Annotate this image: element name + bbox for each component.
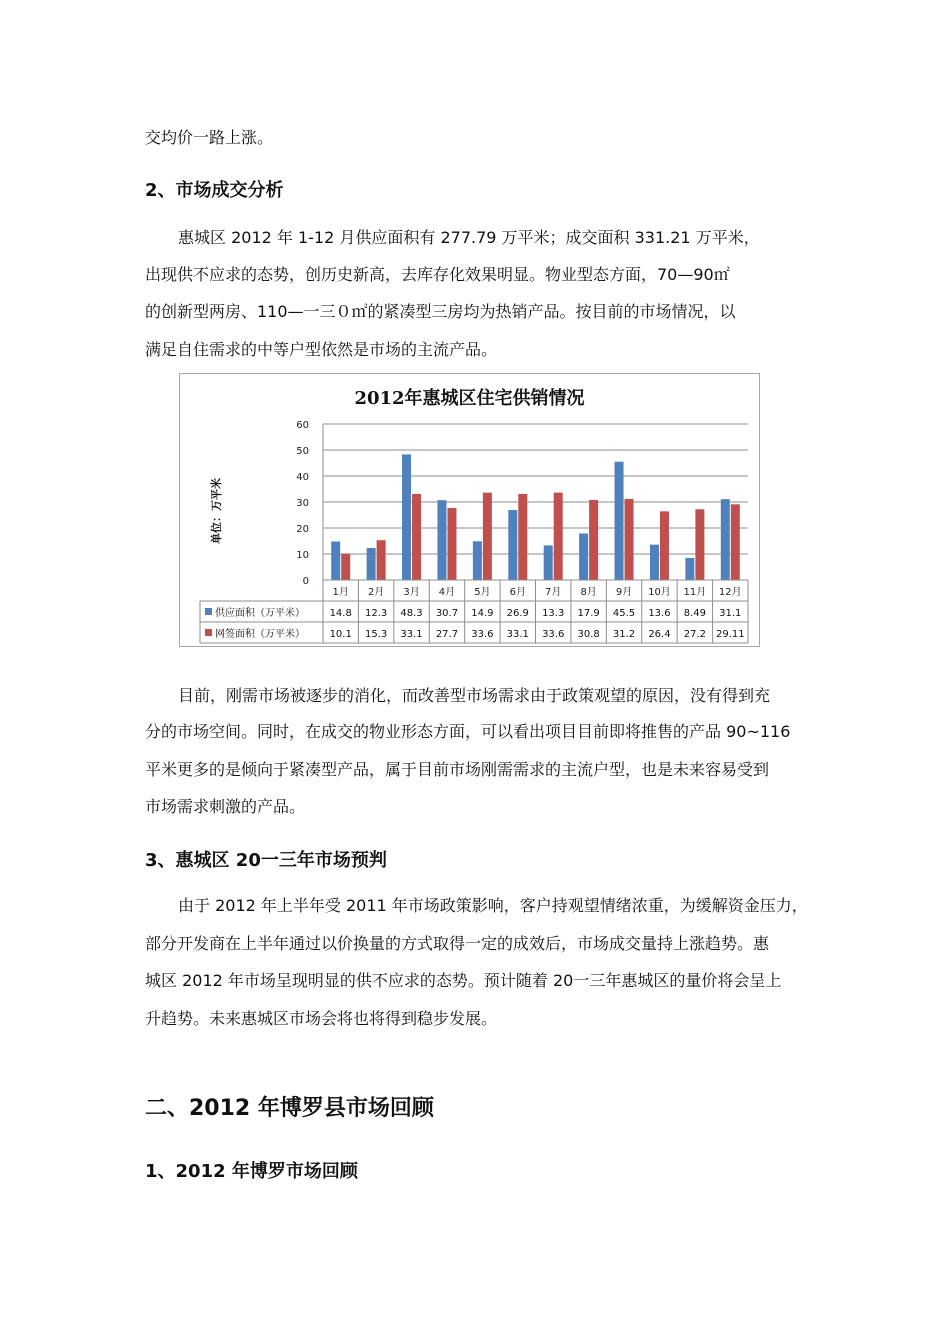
bar-supply — [437, 500, 446, 580]
paragraph-line: 的创新型两房、110—一三０㎡的紧凑型三房均为热销产品。按目前的市场情况，以 — [145, 302, 736, 321]
data-label: 33.1 — [506, 629, 529, 640]
bar-supply — [685, 558, 694, 580]
data-label: 29.11 — [715, 629, 745, 640]
data-label: 14.8 — [329, 608, 352, 619]
bar-signed — [447, 508, 456, 580]
data-label: 30.8 — [577, 629, 600, 640]
data-label: 17.9 — [577, 608, 600, 619]
data-label: 12.3 — [364, 608, 388, 619]
data-label: 15.3 — [364, 629, 388, 640]
x-tick-label: 5月 — [474, 587, 491, 598]
bar-signed — [625, 499, 634, 580]
x-tick-label: 3月 — [403, 587, 420, 598]
bar-supply — [367, 548, 376, 580]
y-tick-label: 60 — [296, 420, 309, 431]
data-label: 31.2 — [612, 629, 636, 640]
paragraph-line: 部分开发商在上半年通过以价换量的方式取得一定的成效后，市场成交量持上涨趋势。惠 — [145, 934, 770, 953]
data-label: 14.9 — [471, 608, 494, 619]
y-axis-label: 单位：万平米 — [210, 478, 223, 544]
bar-supply — [331, 542, 340, 580]
x-tick-label: 4月 — [438, 587, 456, 598]
bar-signed — [412, 494, 421, 580]
x-tick-label: 7月 — [545, 587, 562, 598]
bar-signed — [341, 554, 350, 580]
bar-supply — [402, 454, 411, 580]
legend-swatch — [205, 629, 212, 636]
section-heading: 2、市场成交分析 — [145, 180, 284, 201]
y-tick-label: 30 — [296, 498, 309, 509]
x-tick-label: 10月 — [648, 587, 671, 598]
data-label: 27.2 — [683, 629, 707, 640]
bar-supply — [721, 499, 730, 580]
paragraph-line: 出现供不应求的态势，创历史新高，去库存化效果明显。物业型态方面，70—90㎡ — [145, 265, 730, 284]
x-tick-label: 2月 — [367, 587, 385, 598]
bar-supply — [650, 545, 659, 580]
data-label: 31.1 — [719, 608, 742, 619]
data-label: 8.49 — [683, 608, 707, 619]
data-label: 27.7 — [435, 629, 459, 640]
chart-title: 2012年惠城区住宅供销情况 — [354, 388, 585, 409]
data-label: 13.6 — [648, 608, 671, 619]
x-tick-label: 12月 — [718, 587, 742, 598]
section-heading: 3、惠城区 20一三年市场预判 — [145, 850, 387, 871]
data-label: 33.6 — [542, 629, 565, 640]
y-tick-label: 40 — [296, 472, 309, 483]
data-label: 10.1 — [329, 629, 352, 640]
data-label: 30.7 — [435, 608, 459, 619]
bar-signed — [554, 493, 563, 580]
bar-signed — [731, 504, 740, 580]
data-label: 13.3 — [542, 608, 565, 619]
bar-supply — [579, 533, 588, 580]
legend-swatch — [205, 608, 212, 615]
paragraph-line: 平米更多的是倾向于紧凑型产品，属于目前市场刚需需求的主流户型，也是未来容易受到 — [145, 760, 770, 779]
data-label: 33.1 — [400, 629, 423, 640]
bar-signed — [483, 493, 492, 580]
data-label: 26.9 — [506, 608, 529, 619]
bar-signed — [518, 494, 527, 580]
x-tick-label: 6月 — [509, 587, 526, 598]
paragraph-line: 惠城区 2012 年 1-12 月供应面积有 277.79 万平米；成交面积 331.21 万平米， — [178, 228, 760, 247]
y-tick-label: 10 — [296, 550, 309, 561]
paragraph-line: 分的市场空间。同时，在成交的物业形态方面，可以看出项目目前即将推售的产品 90~116 — [145, 722, 791, 741]
chart-plot — [180, 374, 759, 646]
x-tick-label: 8月 — [580, 587, 597, 598]
section-heading: 1、2012 年博罗市场回顾 — [145, 1161, 358, 1182]
supply-sales-chart — [179, 373, 760, 647]
paragraph-line: 由于 2012 年上半年受 2011 年市场政策影响，客户持观望情绪浓重，为缓解资金压力， — [178, 896, 808, 915]
chapter-heading: 二、2012 年博罗县市场回顾 — [145, 1096, 434, 1121]
data-label: 26.4 — [648, 629, 671, 640]
x-tick-label: 11月 — [683, 587, 707, 598]
bar-signed — [695, 509, 704, 580]
y-tick-label: 0 — [302, 576, 309, 587]
data-label: 45.5 — [612, 608, 636, 619]
paragraph-line: 满足自住需求的中等户型依然是市场的主流产品。 — [145, 340, 498, 359]
bar-supply — [615, 462, 624, 580]
data-label: 33.6 — [471, 629, 494, 640]
x-tick-label: 1月 — [332, 587, 349, 598]
paragraph-line: 城区 2012 年市场呈现明显的供不应求的态势。预计随着 20一三年惠城区的量价将会呈上 — [145, 971, 782, 990]
bar-supply — [508, 510, 517, 580]
paragraph-line: 升趋势。未来惠城区市场会将也将得到稳步发展。 — [145, 1009, 498, 1028]
x-tick-label: 9月 — [615, 587, 633, 598]
legend-label: 供应面积（万平米） — [215, 608, 305, 619]
y-tick-label: 20 — [296, 524, 309, 535]
paragraph-line: 交均价一路上涨。 — [145, 128, 274, 147]
paragraph-line: 市场需求刺激的产品。 — [145, 797, 306, 816]
y-tick-label: 50 — [296, 446, 309, 457]
bar-supply — [473, 541, 482, 580]
legend-label: 网签面积（万平米） — [215, 629, 305, 640]
paragraph-line: 目前，刚需市场被逐步的消化，而改善型市场需求由于政策观望的原因，没有得到充 — [178, 686, 771, 705]
data-label: 48.3 — [400, 608, 423, 619]
bar-supply — [544, 545, 553, 580]
bar-signed — [377, 540, 386, 580]
bar-signed — [660, 511, 669, 580]
bar-signed — [589, 500, 598, 580]
